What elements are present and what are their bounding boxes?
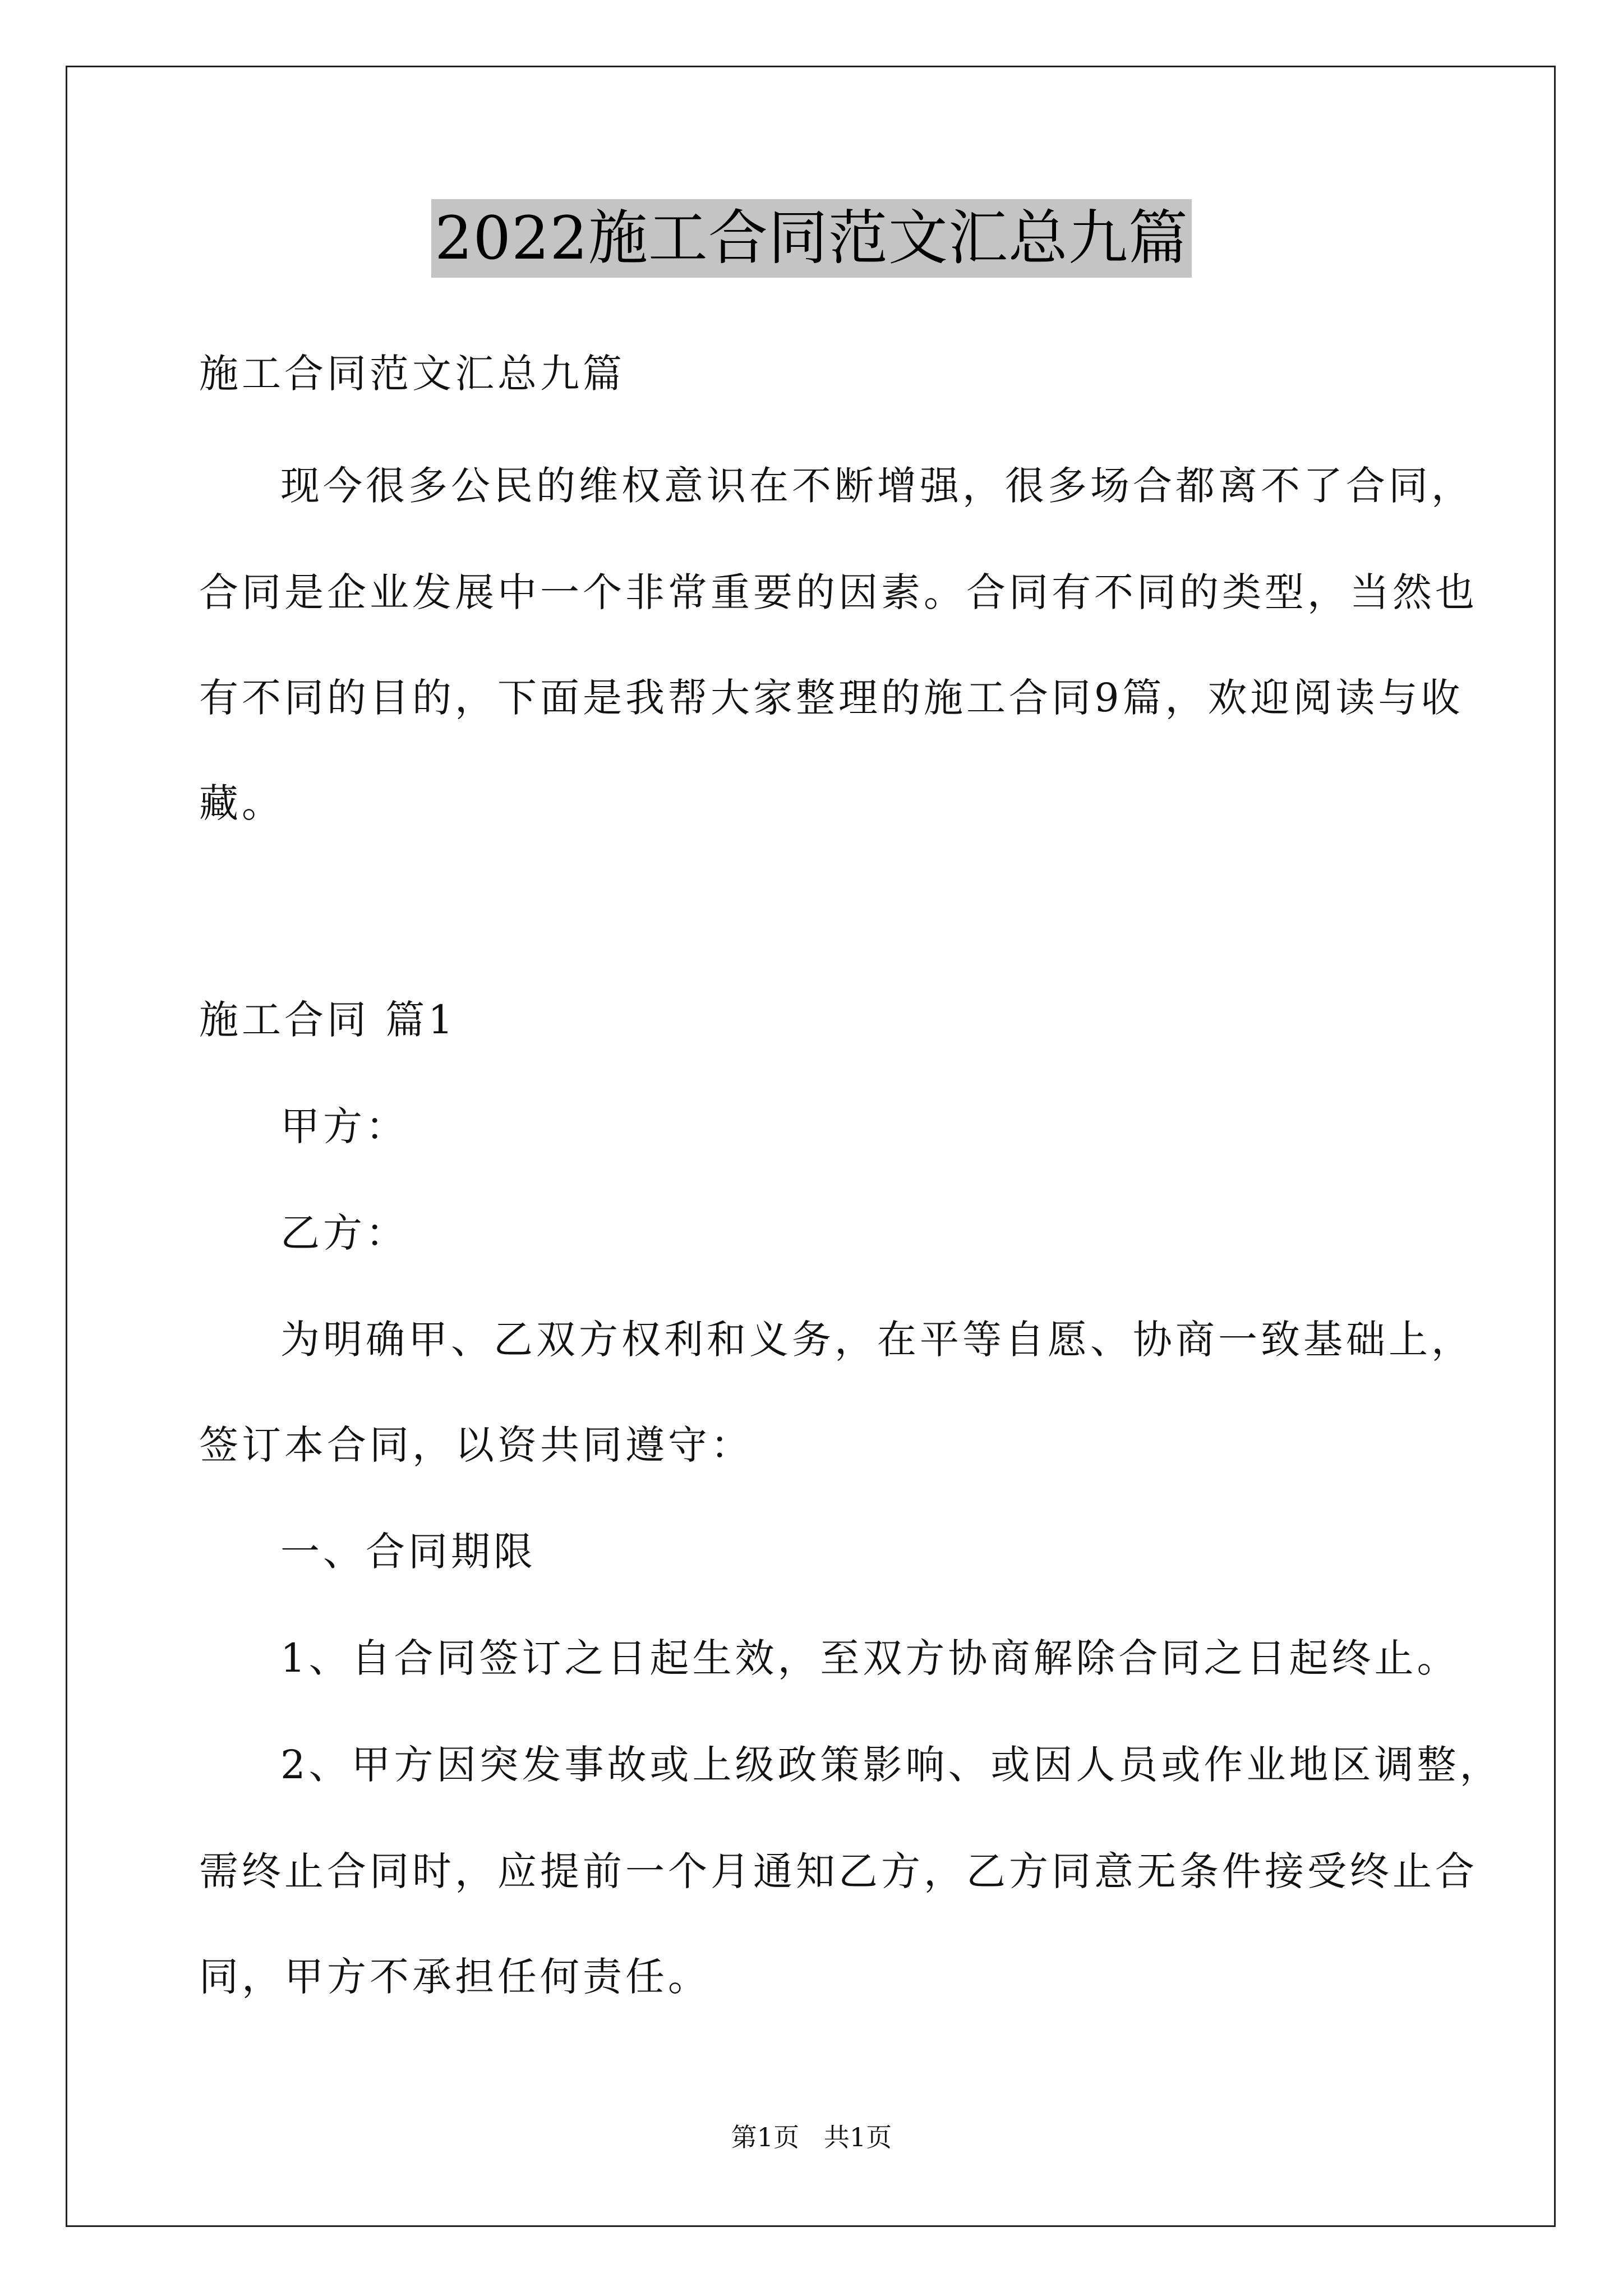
clause-heading: 一、合同期限 xyxy=(280,1529,536,1575)
clause-2-line-3: 同，甲方不承担任何责任。 xyxy=(199,1954,711,2000)
section-heading: 施工合同 篇1 xyxy=(199,997,457,1043)
intro-line-2: 合同是企业发展中一个非常重要的因素。合同有不同的类型，当然也 xyxy=(199,569,1478,615)
intro-line-4: 藏。 xyxy=(199,780,284,826)
document-title: 2022施工合同范文汇总九篇 xyxy=(431,199,1192,278)
body-line-1: 为明确甲、乙双方权利和义务，在平等自愿、协商一致基础上， xyxy=(280,1317,1474,1363)
intro-line-1: 现今很多公民的维权意识在不断增强，很多场合都离不了合同， xyxy=(280,463,1474,509)
party-b-label: 乙方： xyxy=(280,1210,408,1256)
body-line-2: 签订本合同，以资共同遵守： xyxy=(199,1422,753,1468)
intro-line-3: 有不同的目的，下面是我帮大家整理的施工合同9篇，欢迎阅读与收 xyxy=(199,675,1464,721)
clause-1: 1、自合同签订之日起生效，至双方协商解除合同之日起终止。 xyxy=(280,1635,1460,1681)
title-wrapper xyxy=(0,199,1623,278)
page-footer: 第1页 共1页 xyxy=(731,2122,892,2152)
clause-2-line-1: 2、甲方因突发事故或上级政策影响、或因人员或作业地区调整， xyxy=(280,1742,1502,1788)
clause-2-line-2: 需终止合同时，应提前一个月通知乙方，乙方同意无条件接受终止合 xyxy=(199,1848,1478,1894)
party-a-label: 甲方： xyxy=(280,1103,408,1149)
document-subtitle: 施工合同范文汇总九篇 xyxy=(199,351,625,397)
